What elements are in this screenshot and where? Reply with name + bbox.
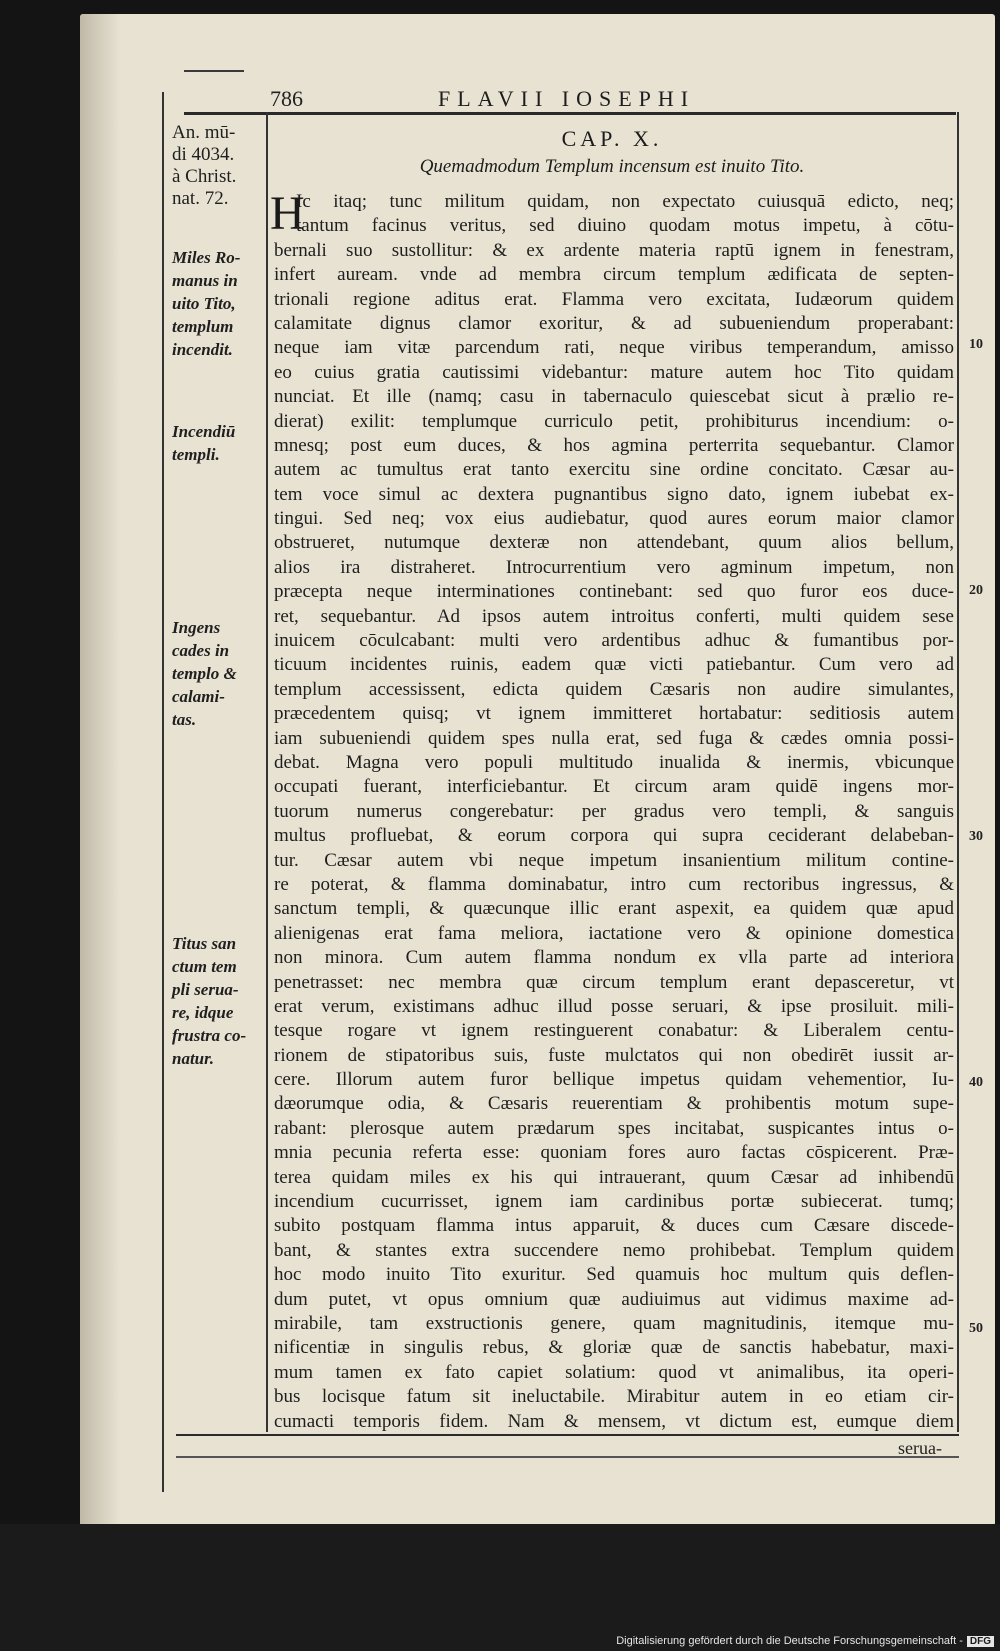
text-line: sanctum templi, & quæcunque illic erant aspexit, ea quidem quæ apud: [274, 898, 954, 920]
text-line: alios ira distraheret. Introcurrentium vero agminum impetum, non: [274, 556, 954, 578]
text-line: templum accessissent, edicta quidem Cæsaris non audire simulantes,: [274, 678, 954, 700]
text-line: trionali regione aditus erat. Flamma vero excitata, Iudæorum quidem: [274, 288, 954, 310]
text-line: tuorum numerus congerebatur: per gradus vero templi, & sanguis: [274, 800, 954, 822]
text-line: nificentiæ in singulis rebus, & gloriæ quæ de sanctis habebatur, maxi-: [274, 1337, 954, 1359]
text-column-rule: [266, 112, 268, 1432]
text-line: rionem de stipatoribus suis, fuste mulctatos qui non obedirēt iussit ar-: [274, 1044, 954, 1066]
body-text: [274, 190, 954, 1434]
dfg-logo: DFG: [967, 1636, 994, 1647]
scan-background: [0, 1524, 1000, 1651]
chapter-subtitle: Quemadmodum Templum incensum est inuito Tito.: [419, 156, 805, 177]
line-number: 10: [969, 337, 983, 352]
margin-note-line: cades in: [172, 641, 230, 660]
text-line: præcedentem quisq; vt ignem immitteret hortabatur: seditiosis autem: [274, 703, 954, 725]
text-line: terea quidam miles ex his qui intrauerant, quum Cæsar ad inhibendū: [274, 1166, 954, 1188]
catchword: serua-: [898, 1438, 942, 1458]
margin-note-line: An. mū-: [172, 122, 236, 143]
text-line: obstrueret, nutumque dexteræ non attendebant, quum alios bellum,: [274, 532, 954, 554]
text-line: dæorumque odia, & Cæsaris reuerentiam & prohibentis motum supe-: [274, 1093, 954, 1115]
text-line: tingui. Sed neq; vox eius audiebatur, quod aures eorum maior clamor: [274, 508, 954, 530]
margin-note-year: [172, 122, 262, 210]
text-line: rabant: plerosque autem prædarum spes incitabat, suspicantes intus o-: [274, 1117, 954, 1139]
text-line: ret, sequebantur. Ad ipsos autem introitus conferti, multi quidem sese: [274, 605, 954, 627]
text-line: autem ac tumultus erat tanto exercitu sine ordine concitato. Cæsar au-: [274, 459, 954, 481]
text-line: inuicem cōculcabant: multi vero ardentibus adhuc & fumantibus por-: [274, 630, 954, 652]
text-line: multus profluebat, & eorum corpora qui supra ceciderant delabeban-: [274, 825, 954, 847]
footer-rule: [176, 1434, 959, 1436]
text-line: occupati fuerant, interficiebantur. Et circum aram quidē ingens mor-: [274, 776, 954, 798]
margin-note-fire: [172, 420, 262, 466]
digitization-credit: [616, 1635, 994, 1647]
margin-note-line: pli serua-: [172, 980, 239, 999]
text-line: nunciat. Et ille (namq; casu in tabernaculo quiescebat sicut à prælio re-: [274, 386, 954, 408]
text-line: mnia pecunia referta esse: quoniam fores auro factas cōspicerent. Præ-: [274, 1142, 954, 1164]
text-line: neque iam vitæ parcendum rati, neque viribus temperandum, amisso: [274, 337, 954, 359]
line-number: 30: [969, 829, 983, 844]
margin-note-line: manus in: [172, 271, 238, 290]
text-line: iam subueniendi quidem spes nulla erat, sed fuga & cædes omnia possi-: [274, 727, 954, 749]
margin-note-line: Titus san: [172, 934, 237, 953]
footer-rule-lower: [176, 1456, 959, 1458]
running-title: FLAVII IOSEPHI: [438, 86, 696, 111]
page-header: [270, 86, 954, 110]
text-line: hoc modo inuito Tito exuritur. Sed quamuis hoc multum quis deflen-: [274, 1264, 954, 1286]
line-number: 40: [969, 1075, 983, 1090]
header-ornament-rule: [184, 70, 244, 72]
text-line: tantum facinus veritus, sed diuino quodam motus impetu, à cōtu-: [296, 215, 954, 237]
margin-note-line: frustra co-: [172, 1026, 247, 1045]
text-line: re poterat, & flamma dominabatur, intro cum rectoribus ingressus, &: [274, 873, 954, 895]
text-line: ticuum incidentes ruinis, eadem quæ victi patiebantur. Cum vero ad: [274, 654, 954, 676]
line-number: 50: [969, 1321, 983, 1336]
page-gutter-shadow: [80, 14, 120, 1526]
margin-note-line: templum: [172, 317, 234, 336]
text-line: præcepta neque interminationes continebant: sed quo furor eos duce-: [274, 581, 954, 603]
margin-note-soldier: [172, 246, 262, 361]
margin-rule-left: [162, 92, 164, 1492]
text-line: eo cuius gratia cautissimi videbantur: mature autem hoc Tito quidam: [274, 361, 954, 383]
margin-note-line: à Christ.: [172, 166, 237, 187]
margin-note-line: templo &: [172, 664, 237, 683]
margin-note-line: nat. 72.: [172, 188, 229, 209]
text-line: dierat) exilit: templumque curriculo petit, prohibiturus incendium: o-: [274, 410, 954, 432]
margin-note-line: uito Tito,: [172, 294, 236, 313]
text-line: mum tamen ex fato capiet solatium: quod vt animalibus, ita operi-: [274, 1361, 954, 1383]
text-line: dum putet, vt opus omnium quæ audiuimus aut vidimus maxime ad-: [274, 1288, 954, 1310]
margin-note-slaughter: [172, 616, 262, 731]
text-line: infert auream. vnde ad membra circum templum ædificata de septen-: [274, 264, 954, 286]
margin-note-line: natur.: [172, 1049, 215, 1068]
text-line: erat verum, existimans adhuc illud posse seruari, & ipse prosiluit. mili-: [274, 995, 954, 1017]
margin-note-line: incendit.: [172, 340, 233, 359]
text-line: tur. Cæsar autem vbi neque impetum insanientium militum contine-: [274, 849, 954, 871]
drop-cap: H: [270, 187, 305, 240]
margin-note-line: Incendiū: [172, 422, 236, 441]
header-rule: [184, 112, 956, 115]
text-line: non minora. Cum autem flamma nondum ex vlla parte ad interiora: [274, 947, 954, 969]
margin-rule-right: [957, 112, 959, 1432]
text-line: calamitate dignus clamor exoritur, & ad subueniendum properabant:: [274, 312, 954, 334]
text-line: bant, & stantes extra succendere nemo prohibebat. Templum quidem: [274, 1239, 954, 1261]
margin-note-line: di 4034.: [172, 144, 235, 165]
text-line: subito postquam flamma intus apparuit, & duces cum Cæsare discede-: [274, 1215, 954, 1237]
margin-note-line: Ingens: [172, 618, 221, 637]
line-number: 20: [969, 583, 983, 598]
margin-note-line: calami-: [172, 687, 225, 706]
text-line: cumacti temporis fidem. Nam & mensem, vt dictum est, eumque diem: [274, 1410, 954, 1432]
margin-note-line: Miles Ro-: [172, 248, 241, 267]
text-line: cere. Illorum autem furor bellique impetus quidam vehementior, Iu-: [274, 1069, 954, 1091]
text-line: mirabile, tam exstructionis genere, quam magnitudinis, itemque mu-: [274, 1312, 954, 1334]
text-line: alienigenas erat fama meliora, iactatione vero & opinione domestica: [274, 922, 954, 944]
page-number: 786: [270, 86, 303, 111]
text-line: mnesq; post eum duces, & hos agmina perterrita sequebantur. Clamor: [274, 434, 954, 456]
margin-note-line: tas.: [172, 710, 197, 729]
margin-note-line: re, idque: [172, 1003, 234, 1022]
text-line: penetrasset: nec membra quæ circum templum erant depasceretur, vt: [274, 971, 954, 993]
margin-note-line: templi.: [172, 445, 220, 464]
credit-text: Digitalisierung gefördert durch die Deutsche Forschungsgemeinschaft -: [616, 1635, 963, 1647]
text-line: incendium cucurrisset, ignem iam cardinibus portæ subiecerat. tumq;: [274, 1191, 954, 1213]
margin-note-titus: [172, 932, 262, 1070]
margin-note-line: ctum tem: [172, 957, 237, 976]
text-line: bernali suo sustollitur: & ex ardente materia raptū ignem in fenestram,: [274, 239, 954, 261]
text-line: Ic itaq; tunc militum quidam, non expectato cuiusquā edicto, neq;: [296, 191, 954, 212]
text-line: bus locisque fatum sit ineluctabile. Mirabitur autem in eo etiam cir-: [274, 1386, 954, 1408]
text-line: debat. Magna vero populi multitudo inualida & inermis, vbicunque: [274, 751, 954, 773]
text-line: tem voce simul ac dextera pugnantibus signo dato, ignem iubebat ex-: [274, 483, 954, 505]
chapter-heading: CAP. X.: [561, 126, 663, 151]
text-line: tesque rogare vt ignem restinguerent conabatur: & Liberalem centu-: [274, 1020, 954, 1042]
